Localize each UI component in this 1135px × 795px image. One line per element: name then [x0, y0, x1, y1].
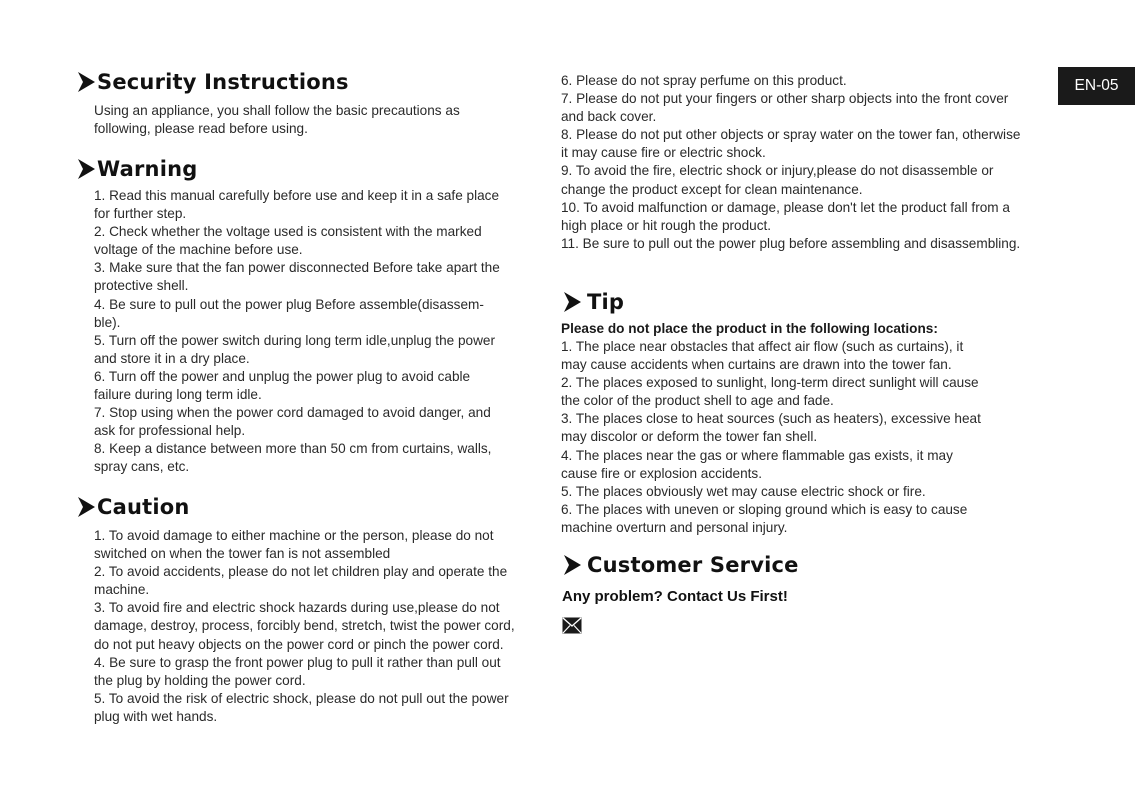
text-line: 6. Turn off the power and unplug the power plug to avoid cable — [94, 368, 471, 384]
text-line: 1. To avoid damage to either machine or the person, please do not — [94, 528, 494, 543]
text-line: 3. To avoid fire and electric shock hazards during use,please do not — [94, 600, 500, 616]
text-line: it may cause fire or electric shock. — [561, 145, 766, 161]
caution-list-continued — [561, 72, 1020, 253]
text-line: do not put heavy objects on the power cord or pinch the power cord. — [94, 636, 504, 652]
arrow-bullet-icon — [76, 496, 96, 518]
text-line: spray cans, etc. — [94, 459, 190, 475]
text-line: the color of the product shell to age and fade. — [561, 393, 834, 409]
text-line: protective shell. — [94, 278, 189, 294]
section-title: Customer Service — [587, 553, 799, 577]
text-line: 2. To avoid accidents, please do not let children play and operate the — [94, 564, 508, 580]
text-line: failure during long term idle. — [94, 387, 262, 403]
warning-heading — [76, 157, 197, 181]
text-line: may cause accidents when curtains are drawn into the tower fan. — [561, 357, 952, 373]
text-line: ble). — [94, 314, 121, 330]
warning-list — [94, 187, 534, 477]
text-line: 6. Please do not spray perfume on this product. — [561, 73, 847, 88]
text-line: 4. Be sure to pull out the power plug Before assemble(disassem- — [94, 296, 484, 312]
customer-service-heading — [562, 553, 799, 577]
text-line: and store it in a dry place. — [94, 350, 250, 366]
text-line: 7. Stop using when the power cord damaged to avoid danger, and — [94, 405, 491, 421]
text-line: cause fire or explosion accidents. — [561, 465, 762, 481]
security-intro — [94, 102, 460, 138]
text-line: 4. Be sure to grasp the front power plug to pull it rather than pull out — [94, 654, 501, 670]
text-line: 3. Make sure that the fan power disconnected Before take apart the — [94, 260, 500, 276]
text-line: ask for professional help. — [94, 423, 246, 439]
text-line: 8. Keep a distance between more than 50 cm from curtains, walls, — [94, 441, 492, 457]
text-line: 1. The place near obstacles that affect air flow (such as curtains), it — [561, 339, 964, 354]
text-line: 11. Be sure to pull out the power plug before assembling and disassembling. — [561, 235, 1021, 251]
section-title: Caution — [97, 495, 190, 519]
text-line: 2. The places exposed to sunlight, long-term direct sunlight will cause — [561, 375, 979, 391]
text-line: following, please read before using. — [94, 121, 308, 137]
text-line: 8. Please do not put other objects or spray water on the tower fan, otherwise — [561, 127, 1021, 143]
text-line: 5. To avoid the risk of electric shock, please do not pull out the power — [94, 690, 509, 706]
text-line: 5. The places obviously wet may cause electric shock or fire. — [561, 483, 926, 499]
text-line: may discolor or deform the tower fan shell. — [561, 429, 818, 445]
arrow-bullet-icon — [562, 291, 582, 313]
text-line: switched on when the tower fan is not assembled — [94, 546, 391, 562]
text-line: the plug by holding the power cord. — [94, 672, 306, 688]
mail-icon[interactable] — [562, 617, 582, 634]
tip-subheading: Please do not place the product in the following locations: — [561, 321, 938, 336]
tip-heading — [562, 290, 624, 314]
caution-list — [94, 527, 515, 726]
text-line: 7. Please do not put your fingers or other sharp objects into the front cover — [561, 91, 1009, 107]
text-line: 4. The places near the gas or where flammable gas exists, it may — [561, 447, 953, 463]
section-title: Security Instructions — [97, 70, 349, 94]
text-line: voltage of the machine before use. — [94, 242, 303, 258]
text-line: 3. The places close to heat sources (such as heaters), excessive heat — [561, 411, 981, 427]
text-line: 1. Read this manual carefully before use and keep it in a safe place — [94, 188, 500, 203]
section-title: Tip — [587, 290, 625, 314]
contact-us-line: Any problem? Contact Us First! — [562, 588, 788, 605]
security-instructions-heading — [76, 70, 349, 94]
page-number-badge: EN-05 — [1058, 67, 1135, 105]
text-line: 6. The places with uneven or sloping ground which is easy to cause — [561, 501, 968, 517]
text-line: damage, destroy, process, forcibly bend, stretch, twist the power cord, — [94, 618, 515, 634]
text-line: and back cover. — [561, 109, 657, 125]
section-title: Warning — [97, 157, 198, 181]
text-line: 9. To avoid the fire, electric shock or injury,please do not disassemble or — [561, 163, 994, 179]
arrow-bullet-icon — [562, 554, 582, 576]
arrow-bullet-icon — [76, 158, 96, 180]
text-line: change the product except for clean maintenance. — [561, 181, 863, 197]
text-line: 5. Turn off the power switch during long term idle,unplug the power — [94, 332, 495, 348]
text-line: high place or hit rough the product. — [561, 217, 772, 233]
caution-heading — [76, 495, 190, 519]
tip-list — [561, 338, 981, 537]
text-line: machine overturn and personal injury. — [561, 519, 788, 535]
text-line: 2. Check whether the voltage used is consistent with the marked — [94, 224, 482, 240]
text-line: for further step. — [94, 206, 187, 222]
text-line: Using an appliance, you shall follow the basic precautions as — [94, 103, 460, 118]
text-line: plug with wet hands. — [94, 708, 218, 724]
arrow-bullet-icon — [76, 71, 96, 93]
text-line: machine. — [94, 582, 150, 598]
text-line: 10. To avoid malfunction or damage, please don't let the product fall from a — [561, 199, 1010, 215]
